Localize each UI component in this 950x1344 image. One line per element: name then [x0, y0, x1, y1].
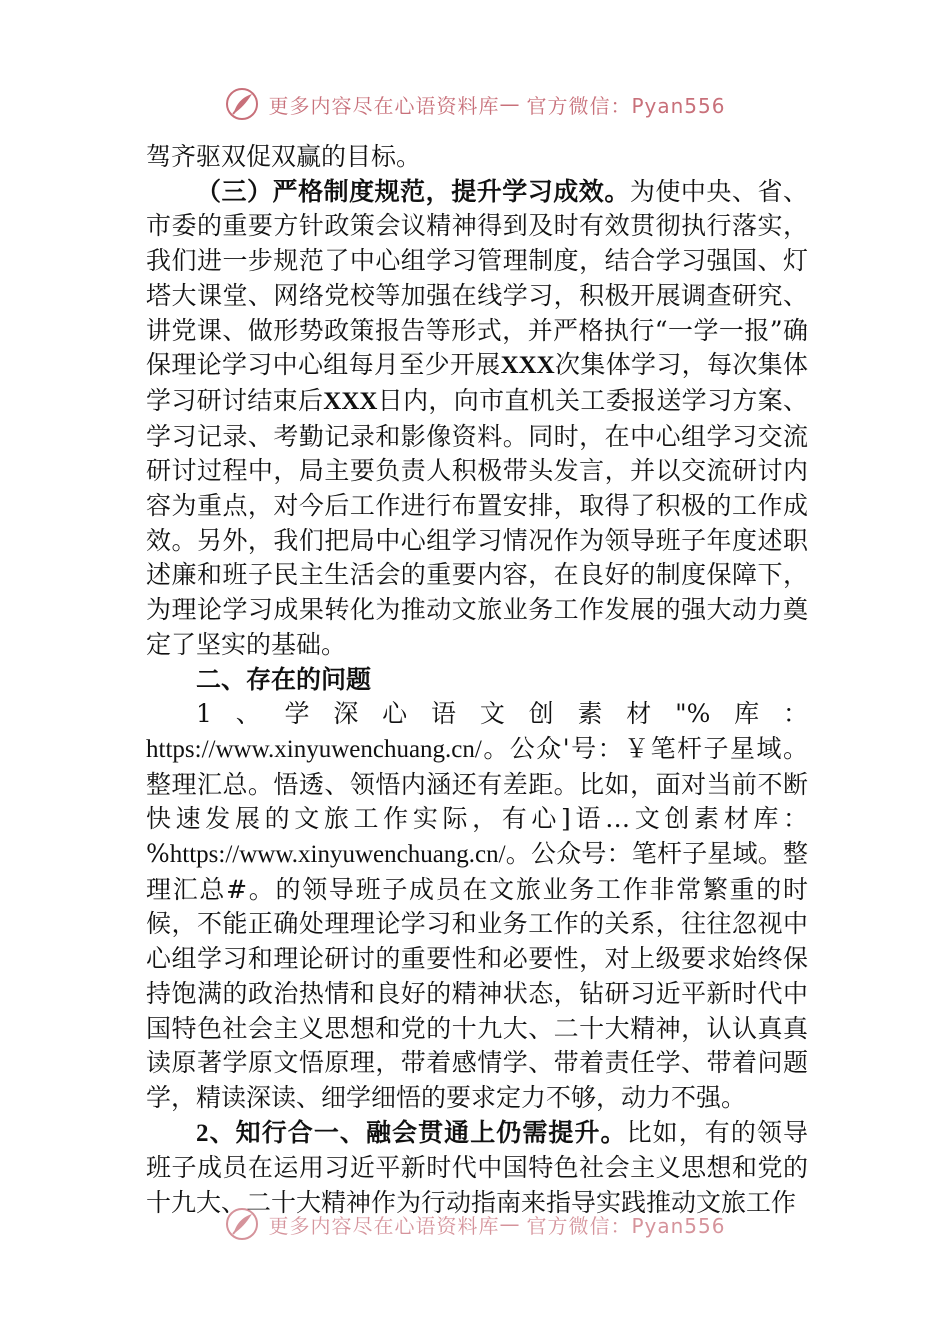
pen-leaf-logo-icon: [224, 1206, 260, 1242]
paragraph-continuation: [146, 140, 808, 175]
text-run: 。公众号：笔杆子星域。整理汇总#。的领导班子成员在文旅业务工作非常繁重的时候，不能正确处理理论学习和业务工作的关系，往往忽视中心组学习和理论研讨的重要性和必要性，对上级要求始终保持饱满的政治热情和良好的精神状态，钻研习近平新时代中国特色社会主义思想和党的十九大、二十大精神，认认真真读原著学原文悟原理，带着感情学、带着责任学、带着问题学，精读深读、细学细悟的要求定力不够，动力不强。: [146, 839, 808, 1112]
watermark-brand: 更多内容尽在心语资料库: [268, 1213, 500, 1238]
paragraph-problem-1: [146, 697, 808, 1115]
section-heading-inline: （三）严格制度规范，提升学习成效。: [196, 176, 630, 206]
watermark-wechat: 官方微信：Pyan556: [526, 1213, 726, 1238]
section-heading-problems: 二、存在的问题: [196, 664, 372, 694]
watermark-brand: 更多内容尽在心语资料库: [268, 93, 500, 118]
text-run: 日内，向市直机关工委报送学习方案、学习记录、考勤记录和影像资料。同时，在中心组学习交流研讨过程中，局主要负责人积极带头发言，并以交流研讨内容为重点，对今后工作进行布置安排，取得了积极的工作成效。另外，我们把局中心组学习情况作为领导班子年度述职述廉和班子民主生活会的重要内容，在良好的制度保障下，为理论学习成果转化为推动文旅业务工作发展的强大动力奠定了坚实的基础。: [146, 385, 808, 659]
text-run: 。公众'号：￥笔杆子星域。整理汇总。悟透、领悟内涵还有差距。比如，面对当前不断快速发展的文旅工作实际，有心]语…文创素材库：%: [146, 733, 808, 869]
watermark-wechat: 官方微信：Pyan556: [526, 93, 726, 118]
placeholder-xxx: XXX: [500, 352, 555, 380]
item-number: 2: [196, 1119, 209, 1147]
text-run: 1、学深心语文创素材"%库：: [196, 699, 808, 729]
body-text: [146, 140, 808, 1221]
watermark-dash: —: [499, 1212, 521, 1236]
text-run: 驾齐驱双促双赢的目标。: [146, 142, 422, 171]
text-run: 次集体学习，每次集体学习研讨结束后: [146, 350, 808, 415]
watermark-header: [0, 82, 950, 126]
paragraph-system-norms: [146, 175, 808, 663]
text-run: 比如，有的领导班子成员在运用习近平新时代中国特色社会主义思想和党的十九大、二十大精神作为行动指南来指导实践推动文旅工作: [146, 1117, 808, 1218]
url-link[interactable]: https://www.xinyuwenchuang.cn/: [146, 735, 482, 763]
url-link[interactable]: https://www.xinyuwenchuang.cn/: [169, 841, 506, 869]
item-heading: 、知行合一、融会贯通上仍需提升。: [208, 1117, 627, 1147]
placeholder-xxx: XXX: [323, 387, 378, 415]
text-run: 为使中央、省、市委的重要方针政策会议精神得到及时有效贯彻执行落实，我们进一步规范了中心组学习管理制度，结合学习强国、灯塔大课堂、网络党校等加强在线学习，积极开展调查研究、讲党课、做形势政策报告等形式，并严格执行“一学一报”确保理论学习中心组每月至少开展: [146, 176, 808, 380]
watermark-dash: —: [499, 92, 521, 116]
pen-leaf-logo-icon: [224, 86, 260, 122]
watermark-footer: [0, 1202, 950, 1246]
